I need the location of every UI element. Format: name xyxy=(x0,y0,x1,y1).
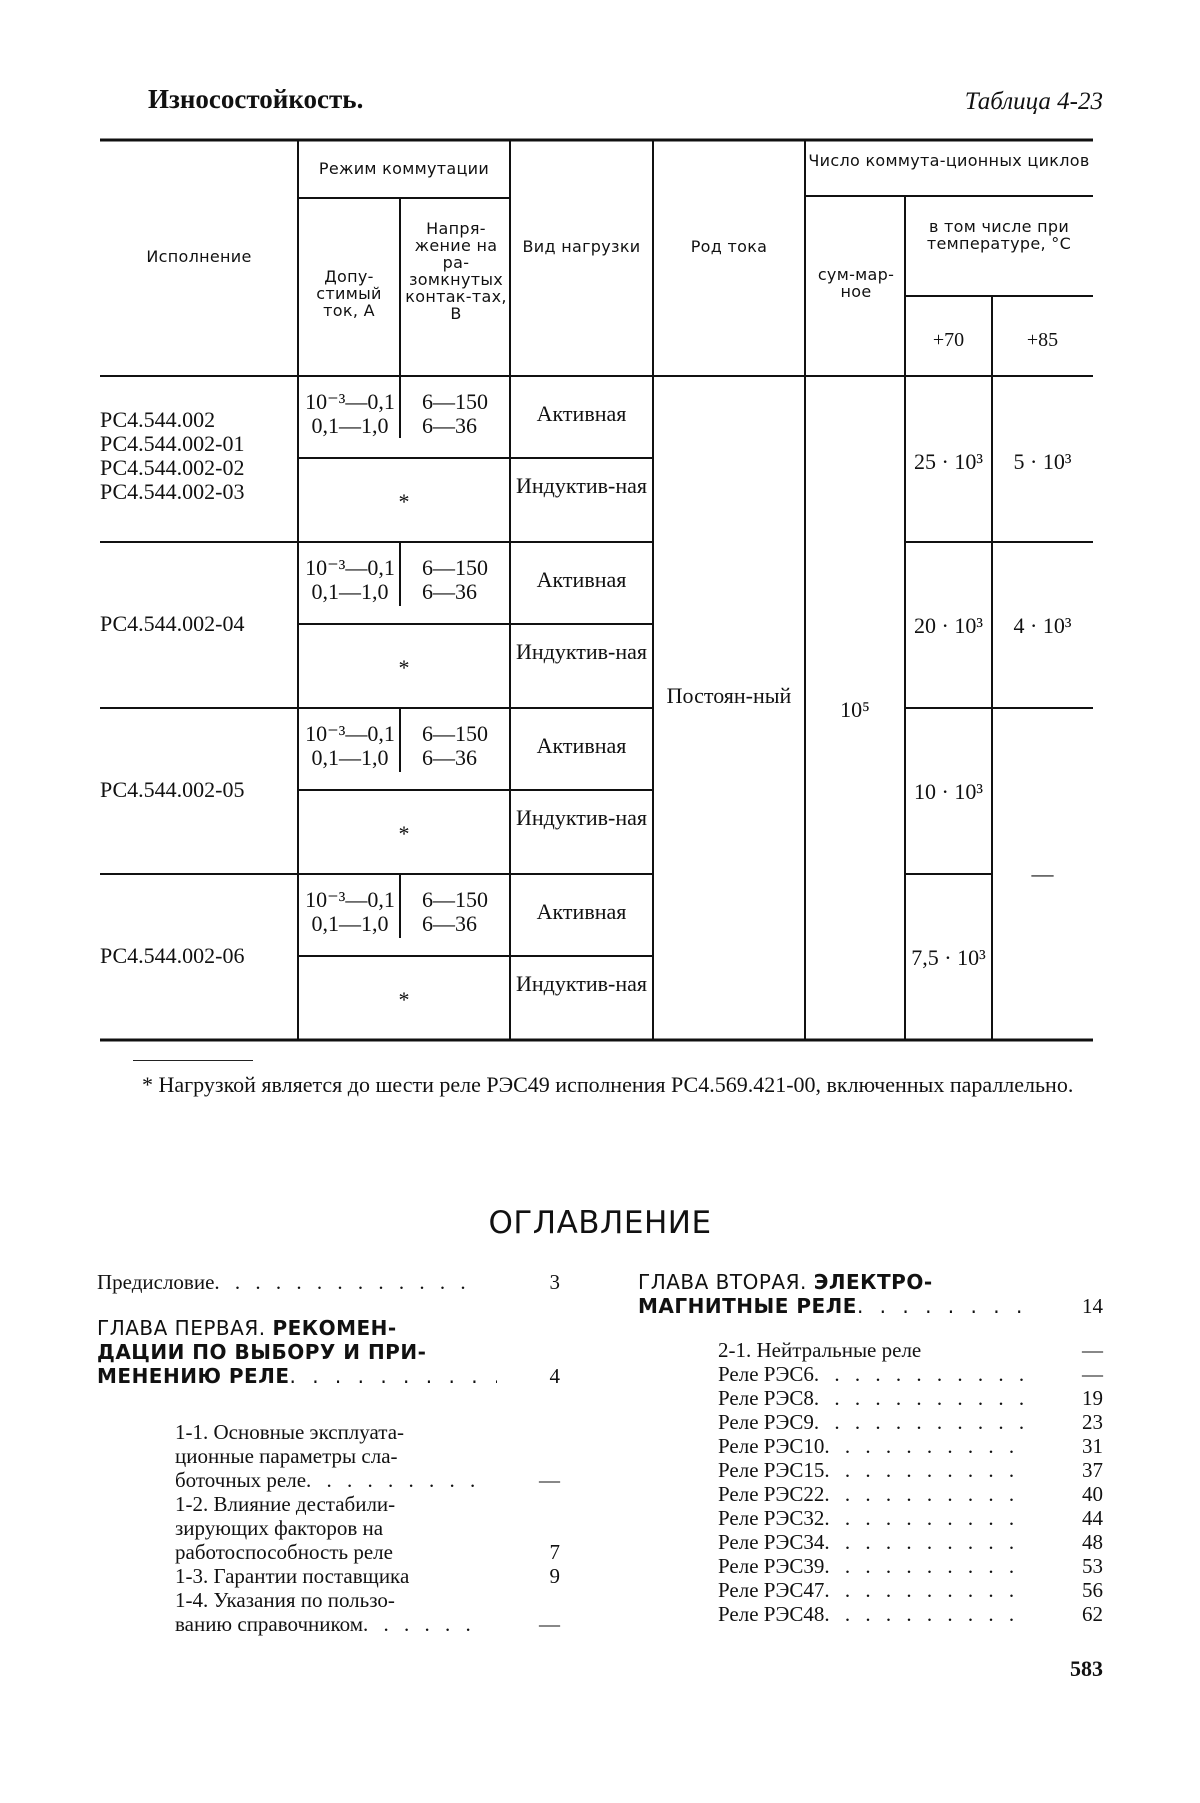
toc-title: ОГЛАВЛЕНИЕ xyxy=(488,1205,712,1241)
toc-page: 56 xyxy=(1082,1578,1103,1602)
toc-entry[interactable]: Реле РЭС47 . . . xyxy=(718,1578,1028,1602)
current-cell: 10⁻³—0,1 0,1—1,0 xyxy=(305,887,395,936)
execution-cell: РС4.544.002-04 xyxy=(100,611,245,636)
toc-page: 40 xyxy=(1082,1482,1103,1506)
cycles-85-cell: 5 · 10³ xyxy=(1013,449,1072,474)
toc-entry[interactable]: Реле РЭС22 . . . xyxy=(718,1482,1028,1506)
cycles-85-cell: 4 · 10³ xyxy=(1013,613,1072,638)
toc-page: 14 xyxy=(1082,1294,1103,1318)
execution-cell: РС4.544.002 РС4.544.002-01 РС4.544.002-02 РС4.544.002-03 xyxy=(100,407,245,504)
toc-ch2-items xyxy=(718,1338,1028,1626)
toc-left-column xyxy=(97,1270,477,1294)
header-current-kind: Род тока xyxy=(690,237,768,256)
header-current: Допу-стимый ток, А xyxy=(316,267,382,320)
toc-entry[interactable]: Реле РЭС15 . . . xyxy=(718,1458,1028,1482)
table-label: Таблица 4-23 xyxy=(964,88,1103,115)
toc-page: 44 xyxy=(1082,1506,1103,1530)
toc-chapter-1[interactable]: ГЛАВА ПЕРВАЯ. РЕКОМЕН- ДАЦИИ ПО ВЫБОРУ И ПРИ- МЕНЕНИЮ РЕЛЕ . . . xyxy=(97,1316,497,1388)
toc-entry[interactable]: 1-3. Гарантии поставщика xyxy=(175,1564,410,1588)
toc-page: 7 xyxy=(549,1540,560,1564)
cycles-85-dash: — xyxy=(1031,861,1054,886)
header-switching-mode: Режим коммутации xyxy=(318,159,490,178)
load-type-cell: Индуктив-ная xyxy=(515,971,647,996)
load-type-cell: Активная xyxy=(536,401,627,426)
section-title: Износостойкость. xyxy=(148,84,364,114)
footnote-rule xyxy=(133,1060,253,1061)
cycles-70-cell: 25 · 10³ xyxy=(914,449,983,474)
voltage-cell: 6—150 6—36 xyxy=(422,555,488,604)
header-t85: +85 xyxy=(1026,329,1059,351)
toc-entry[interactable]: Реле РЭС6 . . . xyxy=(718,1362,1028,1386)
toc-page: — xyxy=(539,1468,560,1492)
load-type-cell: Индуктив-ная xyxy=(515,805,647,830)
footnote: * Нагрузкой является до шести реле РЭС49 исполнения РС4.569.421-00, включенных параллельно. xyxy=(142,1072,1074,1097)
voltage-cell: 6—150 6—36 xyxy=(422,389,488,438)
current-cell: 10⁻³—0,1 0,1—1,0 xyxy=(305,555,395,604)
toc-page: 3 xyxy=(549,1270,560,1294)
toc-page: 23 xyxy=(1082,1410,1103,1434)
total-cycles-cell: 10⁵ xyxy=(840,697,870,722)
header-t70: +70 xyxy=(932,329,965,351)
header-cycles: Число коммута-ционных циклов xyxy=(808,151,1090,170)
execution-cell: РС4.544.002-05 xyxy=(100,777,245,802)
header-including-temp: в том числе при температуре, °С xyxy=(926,217,1072,253)
execution-cell: РС4.544.002-06 xyxy=(100,943,245,968)
toc-entry[interactable]: Реле РЭС39 . . . xyxy=(718,1554,1028,1578)
footnote-mark: * xyxy=(398,987,410,1012)
toc-ch1-items xyxy=(175,1420,480,1636)
toc-entry[interactable]: Реле РЭС32 . . . xyxy=(718,1506,1028,1530)
toc-page: 19 xyxy=(1082,1386,1103,1410)
toc-page: 9 xyxy=(549,1564,560,1588)
toc-entry[interactable]: Реле РЭС34 . . . xyxy=(718,1530,1028,1554)
current-cell: 10⁻³—0,1 0,1—1,0 xyxy=(305,721,395,770)
toc-page: 37 xyxy=(1082,1458,1103,1482)
toc-chapter-2[interactable]: ГЛАВА ВТОРАЯ. ЭЛЕКТРО- МАГНИТНЫЕ РЕЛЕ . . . xyxy=(638,1270,1028,1318)
toc-page: 48 xyxy=(1082,1530,1103,1554)
voltage-cell: 6—150 6—36 xyxy=(422,721,488,770)
toc-entry[interactable]: Реле РЭС9 . . . xyxy=(718,1410,1028,1434)
load-type-cell: Активная xyxy=(536,899,627,924)
voltage-cell: 6—150 6—36 xyxy=(422,887,488,936)
toc-page: — xyxy=(1082,1362,1103,1386)
current-cell: 10⁻³—0,1 0,1—1,0 xyxy=(305,389,395,438)
toc-entry[interactable]: 1-1. Основные эксплуата- ционные параметры сла- боточных реле . . . xyxy=(175,1420,480,1492)
header-load-type: Вид нагрузки xyxy=(522,237,641,256)
cycles-70-cell: 20 · 10³ xyxy=(914,613,983,638)
toc-entry-neutral[interactable]: 2-1. Нейтральные реле xyxy=(718,1338,922,1362)
current-kind-cell: Постоян-ный xyxy=(666,683,792,708)
wear-resistance-table xyxy=(100,138,1093,1042)
header-total: сум-мар-ное xyxy=(817,265,895,301)
toc-page: — xyxy=(1082,1338,1103,1362)
toc-entry[interactable]: Реле РЭС10 . . . xyxy=(718,1434,1028,1458)
toc-page: 31 xyxy=(1082,1434,1103,1458)
toc-page: 62 xyxy=(1082,1602,1103,1626)
load-type-cell: Индуктив-ная xyxy=(515,639,647,664)
toc-page: 53 xyxy=(1082,1554,1103,1578)
load-type-cell: Активная xyxy=(536,567,627,592)
toc-entry[interactable]: Реле РЭС48 . . . xyxy=(718,1602,1028,1626)
page-number: 583 xyxy=(1070,1656,1103,1681)
header-voltage: Напря-жение на ра-зомкнутых контак-тах, В xyxy=(405,219,507,323)
toc-page: — xyxy=(539,1612,560,1636)
cycles-70-cell: 10 · 10³ xyxy=(914,779,983,804)
header-execution: Исполнение xyxy=(146,247,252,266)
toc-entry[interactable]: Реле РЭС8 . . . xyxy=(718,1386,1028,1410)
toc-entry[interactable]: 1-2. Влияние дестабили- зирующих факторов на работоспособность реле xyxy=(175,1492,396,1564)
load-type-cell: Активная xyxy=(536,733,627,758)
load-type-cell: Индуктив-ная xyxy=(515,473,647,498)
footnote-mark: * xyxy=(398,655,410,680)
toc-entry-preface[interactable]: Предисловие . . . xyxy=(97,1270,477,1294)
footnote-mark: * xyxy=(398,821,410,846)
toc-page: 4 xyxy=(549,1364,560,1388)
footnote-mark: * xyxy=(398,489,410,514)
cycles-70-cell: 7,5 · 10³ xyxy=(911,945,986,970)
toc-entry[interactable]: 1-4. Указания по пользо- ванию справочником . . . xyxy=(175,1588,480,1636)
